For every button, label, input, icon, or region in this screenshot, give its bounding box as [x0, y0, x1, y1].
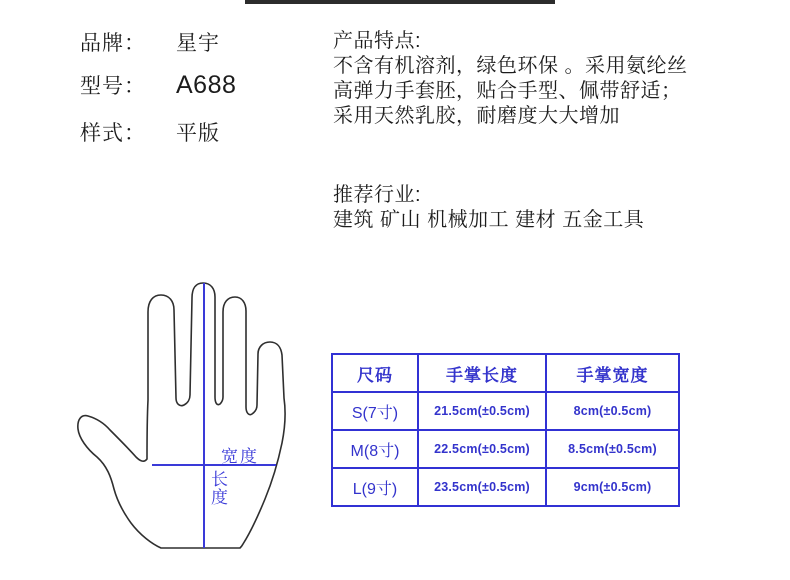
industries-list: 建筑 矿山 机械加工 建材 五金工具 [333, 209, 645, 231]
brand-label: 品牌： [80, 32, 146, 55]
table-row [332, 430, 679, 468]
style-value: 平版 [176, 122, 220, 145]
features-title: 产品特点: [333, 30, 422, 52]
industries-title: 推荐行业: [333, 184, 422, 206]
features-line: 高弹力手套胚，贴合手型、佩带舒适； [333, 80, 682, 102]
model-value: A688 [176, 71, 237, 99]
size-table-header-palm-length: 手掌长度 [418, 354, 546, 392]
size-cell: L(9寸) [332, 468, 418, 506]
palm-width-cell: 9cm(±0.5cm) [546, 468, 679, 506]
palm-length-cell: 21.5cm(±0.5cm) [418, 392, 546, 430]
size-cell: M(8寸) [332, 430, 418, 468]
style-label: 样式： [80, 122, 146, 145]
model-label: 型号： [80, 75, 146, 98]
size-table-header-palm-width: 手掌宽度 [546, 354, 679, 392]
width-label: 宽度 [221, 447, 259, 466]
features-line: 采用天然乳胶，耐磨度大大增加 [333, 105, 620, 127]
features-line: 不含有机溶剂，绿色环保 。采用氨纶丝 [333, 55, 688, 77]
palm-width-cell: 8cm(±0.5cm) [546, 392, 679, 430]
palm-length-cell: 22.5cm(±0.5cm) [418, 430, 546, 468]
brand-value: 星宇 [176, 32, 220, 55]
size-table-header-row [332, 354, 679, 392]
palm-length-cell: 23.5cm(±0.5cm) [418, 468, 546, 506]
palm-width-cell: 8.5cm(±0.5cm) [546, 430, 679, 468]
size-cell: S(7寸) [332, 392, 418, 430]
length-label: 长度 [208, 470, 227, 506]
size-table-header-size: 尺码 [332, 354, 418, 392]
size-table [331, 353, 680, 507]
length-measure-line [203, 283, 205, 548]
table-row [332, 392, 679, 430]
table-row [332, 468, 679, 506]
hand-outline [78, 283, 285, 548]
